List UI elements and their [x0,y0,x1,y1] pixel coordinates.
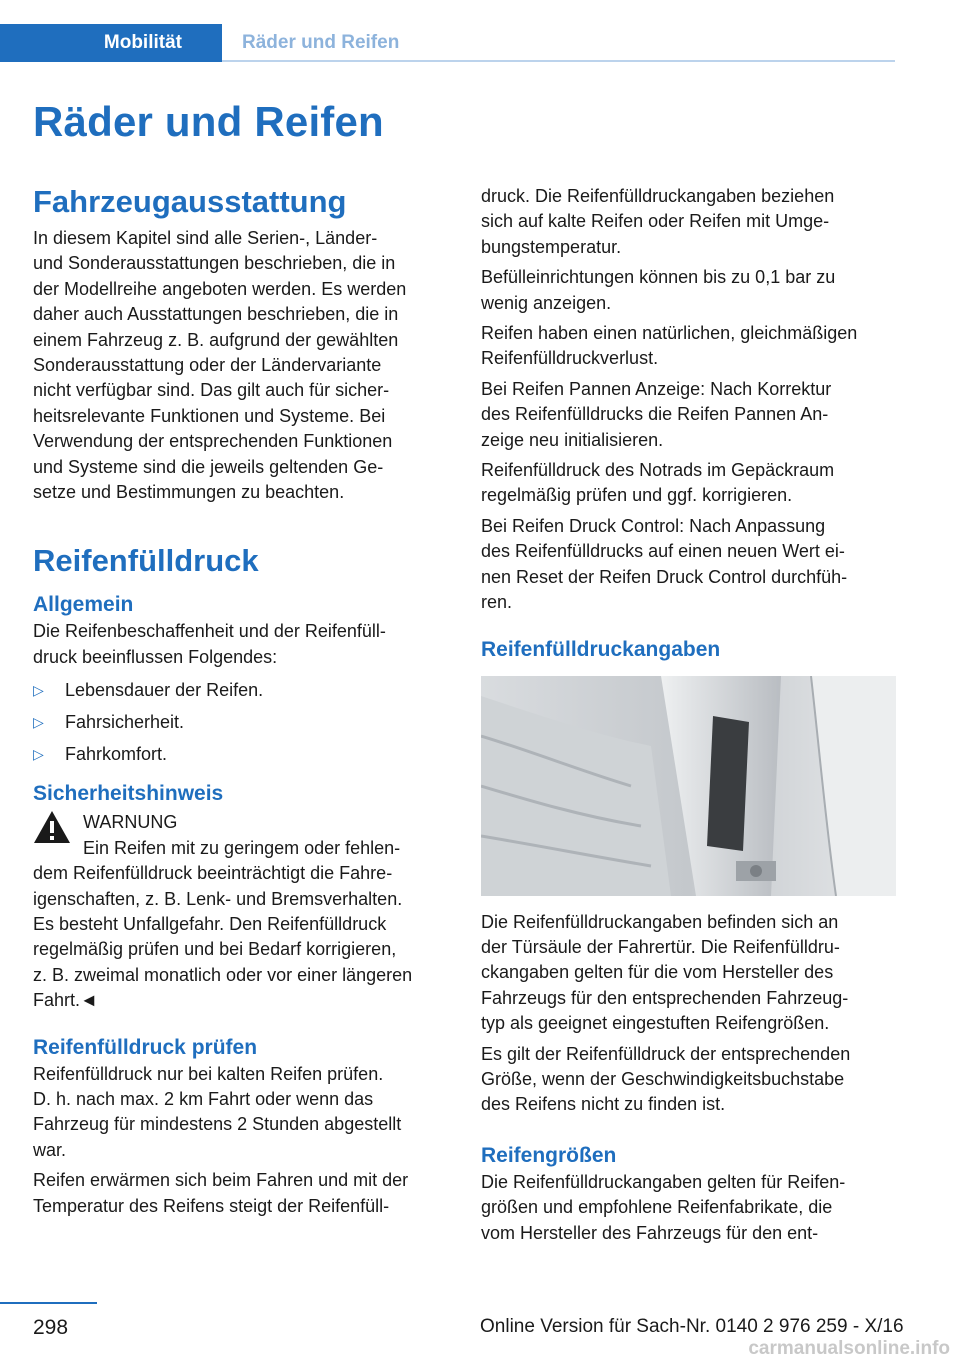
paragraph-fahrzeugausstattung: In diesem Kapitel sind alle Serien-, Länder- und Sonderausstattungen beschrieben, die in der Modellreihe angeboten werden. Es werden daher auch Ausstattungen beschrieben, die in einem Fahrzeug z. B. aufgrund der gewählten Sonderausstattung oder der Ländervariante nicht verfügbar sind. Das gilt auch für sicher- heitsrelevante Funktionen und Systeme. Bei Verwendung der entsprechenden Funktionen und Systeme sind die jeweils geltenden Ge- setze und Bestimmungen zu beachten. [33,228,407,503]
warning-text: dem Reifenfülldruck beeinträchtigt die Fahre- igenschaften, z. B. Lenk- und Bremsverhalten. Es besteht Unfallgefahr. Den Reifenfülldruck regelmäßig prüfen und bei Bedarf korrigieren, z. B. zweimal monatlich oder vor einer längeren Fahrt.◄ [33,863,413,1011]
list-item: ▷ Fahrsicherheit. [33,710,448,742]
triangle-bullet-icon: ▷ [33,714,44,731]
page-header [0,24,895,62]
paragraph-pruefen: Reifenfülldruck nur bei kalten Reifen prüfen. D. h. nach max. 2 km Fahrt oder wenn das Fahrzeug für mindestens 2 Stunden abgestellt war. [33,1063,402,1160]
heading-reifenfuelldruckangaben: Reifenfülldruckangaben [481,637,721,661]
heading-reifenfuelldruck: Reifenfülldruck [33,543,259,579]
paragraph-allgemein: Die Reifenbeschaffenheit und der Reifenfüll- druck beeinflussen Folgendes: [33,621,386,667]
chapter-tab-raeder-und-reifen[interactable]: Räder und Reifen [242,32,400,53]
warning-block [33,810,448,1013]
section-tab-mobilitaet[interactable]: Mobilität [0,24,222,62]
right-column [481,184,896,1246]
door-pillar-photo [481,676,896,896]
left-column [33,184,448,1219]
paragraph-angaben: Die Reifenfülldruckangaben befinden sich an der Türsäule der Fahrertür. Die Reifenfülldru- ckangaben gelten für die vom Hersteller des Fahrzeugs für den entsprechenden Fahrzeug- typ als geeignet eingestuften Reifengrößen. [481,911,849,1034]
paragraph-druckverlust: Reifen haben einen natürlichen, gleichmäßigen Reifenfülldruckverlust. [481,323,858,369]
heading-reifenfuelldruck-pruefen: Reifenfülldruck prüfen [33,1035,258,1059]
triangle-bullet-icon: ▷ [33,746,44,763]
warning-label: WARNUNG [83,812,178,833]
heading-fahrzeugausstattung: Fahrzeugausstattung [33,184,347,219]
watermark: carmanualsonline.info [748,1338,950,1359]
list-item: ▷ Fahrkomfort. [33,742,448,774]
list-item: ▷ Lebensdauer der Reifen. [33,678,448,710]
header-divider [222,60,895,62]
page-number: 298 [33,1316,69,1339]
paragraph-erwaermen: Reifen erwärmen sich beim Fahren und mit der Temperatur des Reifens steigt der Reifenfüll- [33,1170,409,1216]
paragraph-druck-control: Bei Reifen Druck Control: Nach Anpassung des Reifenfülldrucks auf einen neuen Wert ei- nen Reset der Reifen Druck Control durchfüh- ren. [481,515,848,613]
page-number-rule [0,1302,97,1304]
paragraph-continued: druck. Die Reifenfülldruckangaben beziehen sich auf kalte Reifen oder Reifen mit Umge- bungstemperatur. [481,186,835,257]
warning-first-line: Ein Reifen mit zu geringem oder fehlen- [83,837,401,858]
paragraph-notrad: Reifenfülldruck des Notrads im Gepäckraum regelmäßig prüfen und ggf. korrigieren. [481,460,835,506]
heading-sicherheitshinweis: Sicherheitshinweis [33,782,224,806]
paragraph-groesse: Es gilt der Reifenfülldruck der entsprechenden Größe, wenn der Geschwindigkeitsbuchstabe des Reifens nicht zu finden ist. [481,1043,851,1115]
page-title: Räder und Reifen [33,98,384,145]
paragraph-pannen-anzeige: Bei Reifen Pannen Anzeige: Nach Korrektur des Reifenfülldrucks die Reifen Pannen An- zeige neu initialisieren. [481,378,832,450]
online-version-footer: Online Version für Sach-Nr. 0140 2 976 259 - X/16 [480,1316,904,1337]
bullet-list [33,678,448,774]
heading-allgemein: Allgemein [33,593,134,617]
heading-reifengroessen: Reifengrößen [481,1143,617,1167]
warning-triangle-icon [33,810,71,844]
triangle-bullet-icon: ▷ [33,682,44,699]
paragraph-reifengroessen: Die Reifenfülldruckangaben gelten für Reifen- größen und empfohlene Reifenfabrikate, die vom Hersteller des Fahrzeugs für den ent- [481,1171,846,1243]
paragraph-befuelleinrichtungen: Befülleinrichtungen können bis zu 0,1 bar zu wenig anzeigen. [481,267,836,313]
